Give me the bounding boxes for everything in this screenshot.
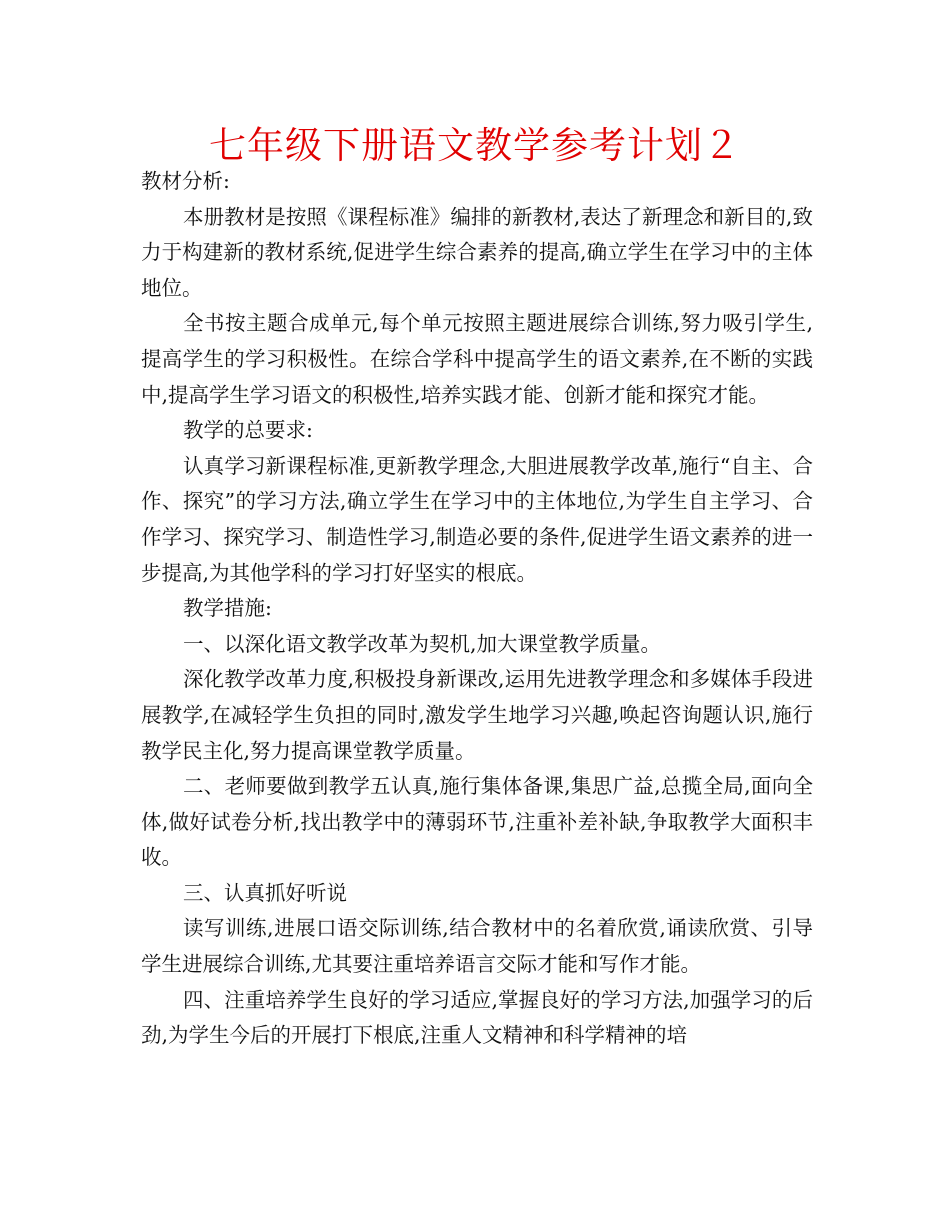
paragraph: 一、以深化语文教学改革为契机,加大课堂教学质量。 [183,631,662,656]
paragraph: 全书按主题合成单元,每个单元按照主题进展综合训练,努力吸引学生,提高学生的学习积极性。在综合学科中提高学生的语文素养,在不断的实践中,提高学生学习语文的积极性,培养实践才能、创新才能和探究才能。 [141,311,813,407]
paragraph: 四、注重培养学生良好的学习适应,掌握良好的学习方法,加强学习的后劲,为学生今后的开展打下根底,注重人文精神和科学精神的培 [141,987,813,1048]
paragraph: 二、老师要做到教学五认真,施行集体备课,集思广益,总揽全局,面向全体,做好试卷分析,找出教学中的薄弱环节,注重补差补缺,争取教学大面积丰收。 [141,774,813,870]
paragraph: 本册教材是按照《课程标准》编排的新教材,表达了新理念和新目的,致力于构建新的教材系统,促进学生综合素养的提高,确立学生在学习中的主体地位。 [141,204,813,300]
document-title: 七年级下册语文教学参考计划２ [209,124,741,167]
paragraph: 三、认真抓好听说 [183,880,347,905]
paragraph: 读写训练,进展口语交际训练,结合教材中的名着欣赏,诵读欣赏、引导学生进展综合训练,尤其要注重培养语言交际才能和写作才能。 [141,916,813,977]
paragraph-requirements-heading: 教学的总要求: [183,418,313,443]
paragraph: 认真学习新课程标准,更新教学理念,大胆进展教学改革,施行“自主、合作、探究”的学习方法,确立学生在学习中的主体地位,为学生自主学习、合作学习、探究学习、制造性学习,制造必要的条件,促进学生语文素养的进一步提高,为其他学科的学习打好坚实的根底。 [141,453,813,585]
document-body [141,164,813,1054]
paragraph-measures-heading: 教学措施: [183,596,272,621]
paragraph: 深化教学改革力度,积极投身新课改,运用先进教学理念和多媒体手段进展教学,在减轻学生负担的同时,激发学生地学习兴趣,唤起咨询题认识,施行教学民主化,努力提高课堂教学质量。 [141,667,813,763]
paragraph-materials-heading: 教材分析: [141,169,230,193]
